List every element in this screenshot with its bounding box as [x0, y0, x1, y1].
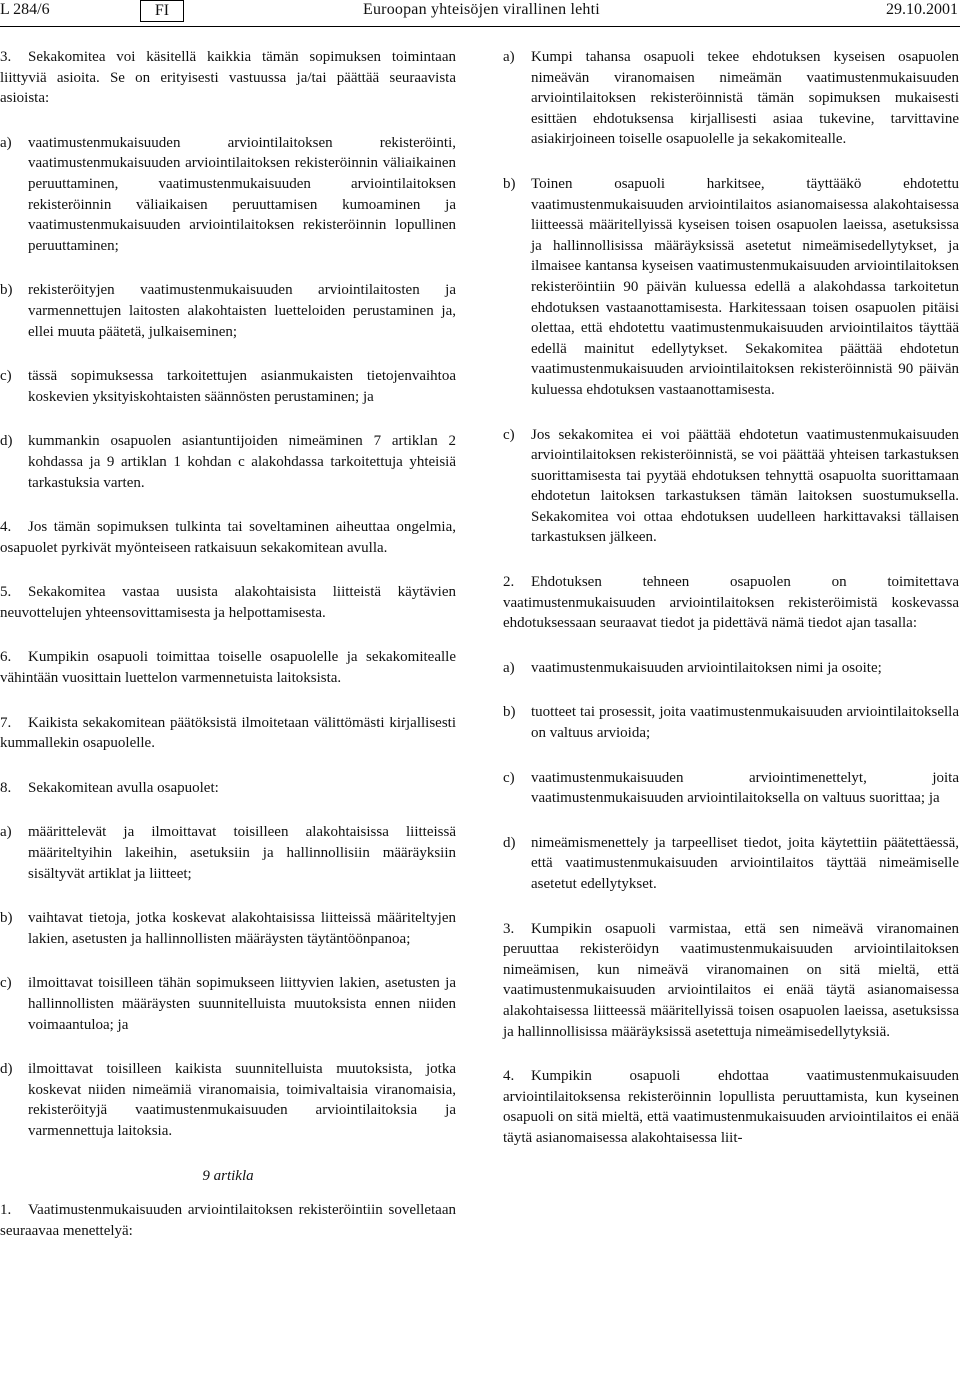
- paragraph-number: 6.: [0, 649, 12, 666]
- item-text: Toinen osapuoli harkitsee, täyttääkö ehdotettu vaatimustenmukaisuuden arviointilaitos asianomaisessa alakohtaisessa liitteessä määritellyissä kyseisen toisen osapuolen laeissa, asetuksissa ja hallinnollisissa määräyksissä asetetut nimeämisedellytykset, ja ilmaisee kantansa kyseisen vaatimustenmukaisuuden arviointilaitoksen rekisteröintiin 90 päivän kuluessa edellä a alakohdassa tarkoitetun ehdotuksen vastaanottamisesta. Harkitessaan toisen osapuolen pitäisi olettaa, että ehdotettu vaatimustenmukaisuuden arviointilaitos täyttää edellä mainitut edellytykset. Sekakomitea päättää ehdotetun vaatimustenmukaisuuden arviointilaitoksen rekisteröinnistä 90 päivän kuluessa ehdotuksen vastaanottamisesta.: [531, 175, 959, 398]
- issue-date: 29.10.2001: [886, 1, 958, 18]
- paragraph-number: 3.: [0, 49, 12, 65]
- paragraph-3: [0, 47, 456, 109]
- item-text: ilmoittavat toisilleen tähän sopimukseen liittyvien lakien, asetusten ja hallinnollisten määräysten suunnitelluista muutoksista ennen niiden voimaantuloa; ja: [28, 975, 456, 1033]
- list-item: [503, 658, 959, 679]
- paragraph-6: [0, 647, 456, 688]
- item-label: d): [503, 834, 516, 851]
- paragraph-number: 5.: [0, 584, 12, 601]
- header-rule: [0, 26, 960, 27]
- list-item: [0, 822, 456, 884]
- list-item: [0, 431, 456, 493]
- list-item: [503, 768, 959, 809]
- paragraph-number: 3.: [503, 920, 515, 937]
- list-item: [503, 425, 959, 549]
- list-item: [503, 174, 959, 401]
- item-label: d): [0, 433, 13, 450]
- article-heading: 9 artikla: [202, 1167, 254, 1184]
- list-item: [503, 702, 959, 743]
- left-column: [0, 47, 456, 1265]
- page-number: L 284/6: [0, 1, 50, 18]
- item-text: ilmoittavat toisilleen kaikista suunnitelluista muutoksista, jotka koskevat niiden nimeämiä viranomaisia, toimivaltaisia viranomaisia, rekisteröityjä vaatimustenmukaisuuden arviointilaitoksia ja varmennettuja laitoksia.: [28, 1061, 456, 1139]
- paragraph-number: 4.: [0, 519, 12, 536]
- item-label: a): [0, 134, 12, 151]
- paragraph-number: 7.: [0, 714, 12, 731]
- item-label: b): [0, 282, 13, 299]
- item-label: c): [0, 368, 12, 385]
- list-item: [0, 973, 456, 1035]
- paragraph-number: 8.: [0, 779, 12, 796]
- paragraph-7: [0, 713, 456, 754]
- paragraph-text: Kumpikin osapuoli ehdottaa vaatimustenmukaisuuden arviointilaitoksensa rekisteröinnin lopullista peruuttamista, kun kyseinen osapuoli on sitä mieltä, että vaatimustenmukaisuuden arviointilaitos ei enää täytä asianomaisessa alakohtaisessa liit-: [503, 1068, 959, 1146]
- paragraph-text: Jos tämän sopimuksen tulkinta tai soveltaminen aiheuttaa ongelmia, osapuolet pyrkivät myönteiseen ratkaisuun sekakomitean avulla.: [0, 519, 456, 556]
- item-label: c): [0, 975, 12, 992]
- item-text: tuotteet tai prosessit, joita vaatimustenmukaisuuden arviointilaitoksella on valtuus arvioida;: [531, 704, 959, 742]
- paragraph-4: [503, 1066, 959, 1148]
- paragraph-text: Kaikista sekakomitean päätöksistä ilmoitetaan välittömästi kirjallisesti kummallekin osapuolelle.: [0, 714, 456, 752]
- item-text: nimeämismenettely ja tarpeelliset tiedot, joita käytettiin päätettäessä, että vaatimustenmukaisuuden arviointilaitos täyttää nimeämiselle asetetut edellytykset.: [531, 834, 959, 892]
- paragraph-4: [0, 517, 456, 558]
- item-text: vaatimustenmukaisuuden arviointimenettelyt, joita vaatimustenmukaisuuden arviointilaitoksella on valtuus suorittaa; ja: [531, 769, 959, 807]
- paragraph-number: 4.: [503, 1068, 515, 1085]
- item-label: a): [0, 824, 12, 841]
- list-item: [0, 280, 456, 342]
- journal-title: Euroopan yhteisöjen virallinen lehti: [363, 1, 600, 18]
- paragraph-3: [503, 919, 959, 1043]
- paragraph-text: Ehdotuksen tehneen osapuolen on toimitettava vaatimustenmukaisuuden arviointilaitoksen rekisteröimistä koskevassa ehdotuksessaan seuraavat tiedot ja pidettävä nämä tiedot ajan tasalla:: [503, 574, 959, 632]
- item-text: rekisteröityjen vaatimustenmukaisuuden arviointilaitosten ja varmennettujen laitosten alakohtaisten luetteloiden perustaminen ja, ellei muuta päätetä, julkaiseminen;: [28, 282, 456, 340]
- paragraph-2: [503, 572, 959, 634]
- item-label: b): [0, 910, 13, 927]
- item-label: c): [503, 426, 515, 443]
- item-label: b): [503, 704, 516, 721]
- list-item: [0, 366, 456, 407]
- language-code-box: FI: [140, 0, 184, 22]
- item-text: Jos sekakomitea ei voi päättää ehdotetun vaatimustenmukaisuuden arviointilaitoksen rekisteröinnistä, se voi päättää yhteisen tarkastuksen suorittamisesta tai pyytää ehdotuksen tehnyttä osapuolta suorittamaan ehdotetun laitoksen tarkastuksen tämän laitoksen suostumuksella. Sekakomitea voi ottaa ehdotuksen uudelleen harkittavaksi tällaisen tarkastuksen jälkeen.: [531, 426, 959, 546]
- paragraph-number: 1.: [0, 1202, 12, 1219]
- list-item: [0, 1059, 456, 1141]
- item-label: a): [503, 659, 515, 676]
- list-item: [503, 47, 959, 150]
- page-header: [0, 0, 960, 26]
- item-text: vaatimustenmukaisuuden arviointilaitoksen nimi ja osoite;: [531, 659, 882, 676]
- paragraph-text: Sekakomitean avulla osapuolet:: [28, 779, 219, 796]
- paragraph-text: Kumpikin osapuoli toimittaa toiselle osapuolelle ja sekakomitealle vähintään vuosittain luettelon varmennetuista laitoksista.: [0, 649, 456, 687]
- paragraph-text: Vaatimustenmukaisuuden arviointilaitoksen rekisteröintiin sovelletaan seuraavaa menettelyä:: [0, 1202, 456, 1239]
- list-item: [0, 908, 456, 949]
- right-column: [503, 47, 959, 1173]
- item-text: vaatimustenmukaisuuden arviointilaitoksen rekisteröinti, vaatimustenmukaisuuden arviointilaitoksen rekisteröinnin väliaikainen peruuttaminen, vaatimustenmukaisuuden arviointilaitoksen rekisteröinnin väliaikaisen peruuttamisen kumoaminen ja vaatimustenmukaisuuden arviointilaitoksen rekisteröinnin lopullinen peruuttaminen;: [28, 134, 456, 254]
- list-item: [0, 133, 456, 257]
- item-text: Kumpi tahansa osapuoli tekee ehdotuksen kyseisen osapuolen nimeävän viranomaisen nimeämän vaatimustenmukaisuuden arviointilaitoksen rekisteröinnistä tämän sopimuksen mukaisesti esittäen ehdotuksensa kirjallisesti asiaa tukevine, tarvittavine asiakirjoineen toiselle osapuolelle ja sekakomitealle.: [531, 49, 959, 148]
- item-text: kummankin osapuolen asiantuntijoiden nimeäminen 7 artiklan 2 kohdassa ja 9 artiklan 1 kohdan c alakohdassa tarkoitettuja yhteisiä tarkastuksia varten.: [28, 433, 456, 491]
- list-item: [503, 833, 959, 895]
- item-label: b): [503, 175, 516, 192]
- paragraph-8: [0, 778, 456, 799]
- paragraph-text: Kumpikin osapuoli varmistaa, että sen nimeävä viranomainen peruuttaa rekisteröidyn vaatimustenmukaisuuden arviointilaitoksen nimeämisen, kun nimeävä viranomainen on sitä mieltä, että vaatimustenmukaisuuden arviointilaitos ei enää täytä asianomaisessa alakohtaisessa liitteessä määritellyissä toisen osapuolen laeissa, asetuksissa ja hallinnollisissa määräyksissä asetettuja nimeämisedellytyksiä.: [503, 920, 959, 1040]
- item-text: määrittelevät ja ilmoittavat toisilleen alakohtaisissa liitteissä määriteltyihin lakeihin, asetuksiin ja hallinnollisiin määräyksiin sisältyvät artiklat ja liitteet;: [28, 824, 456, 882]
- item-label: c): [503, 769, 515, 786]
- item-text: tässä sopimuksessa tarkoitettujen asianmukaisten tietojenvaihtoa koskevien yksityiskohtaisten säännösten perustaminen; ja: [28, 368, 456, 405]
- paragraph-text: Sekakomitea vastaa uusista alakohtaisista liitteistä käytävien neuvottelujen yhteensovittamisesta ja helpottamisesta.: [0, 584, 456, 621]
- paragraph-number: 2.: [503, 574, 515, 591]
- item-text: vaihtavat tietoja, jotka koskevat alakohtaisissa liitteissä määriteltyjen lakien, asetusten ja hallinnollisten määräysten täytäntöönpanoa;: [28, 910, 456, 947]
- item-label: a): [503, 49, 515, 65]
- article-paragraph-1: [0, 1200, 456, 1241]
- paragraph-text: Sekakomitea voi käsitellä kaikkia tämän sopimuksen toimintaan liittyviä asioita. Se on erityisesti vastuussa ja/tai päättää seuraavista asioista:: [0, 49, 456, 107]
- paragraph-5: [0, 582, 456, 623]
- item-label: d): [0, 1061, 13, 1078]
